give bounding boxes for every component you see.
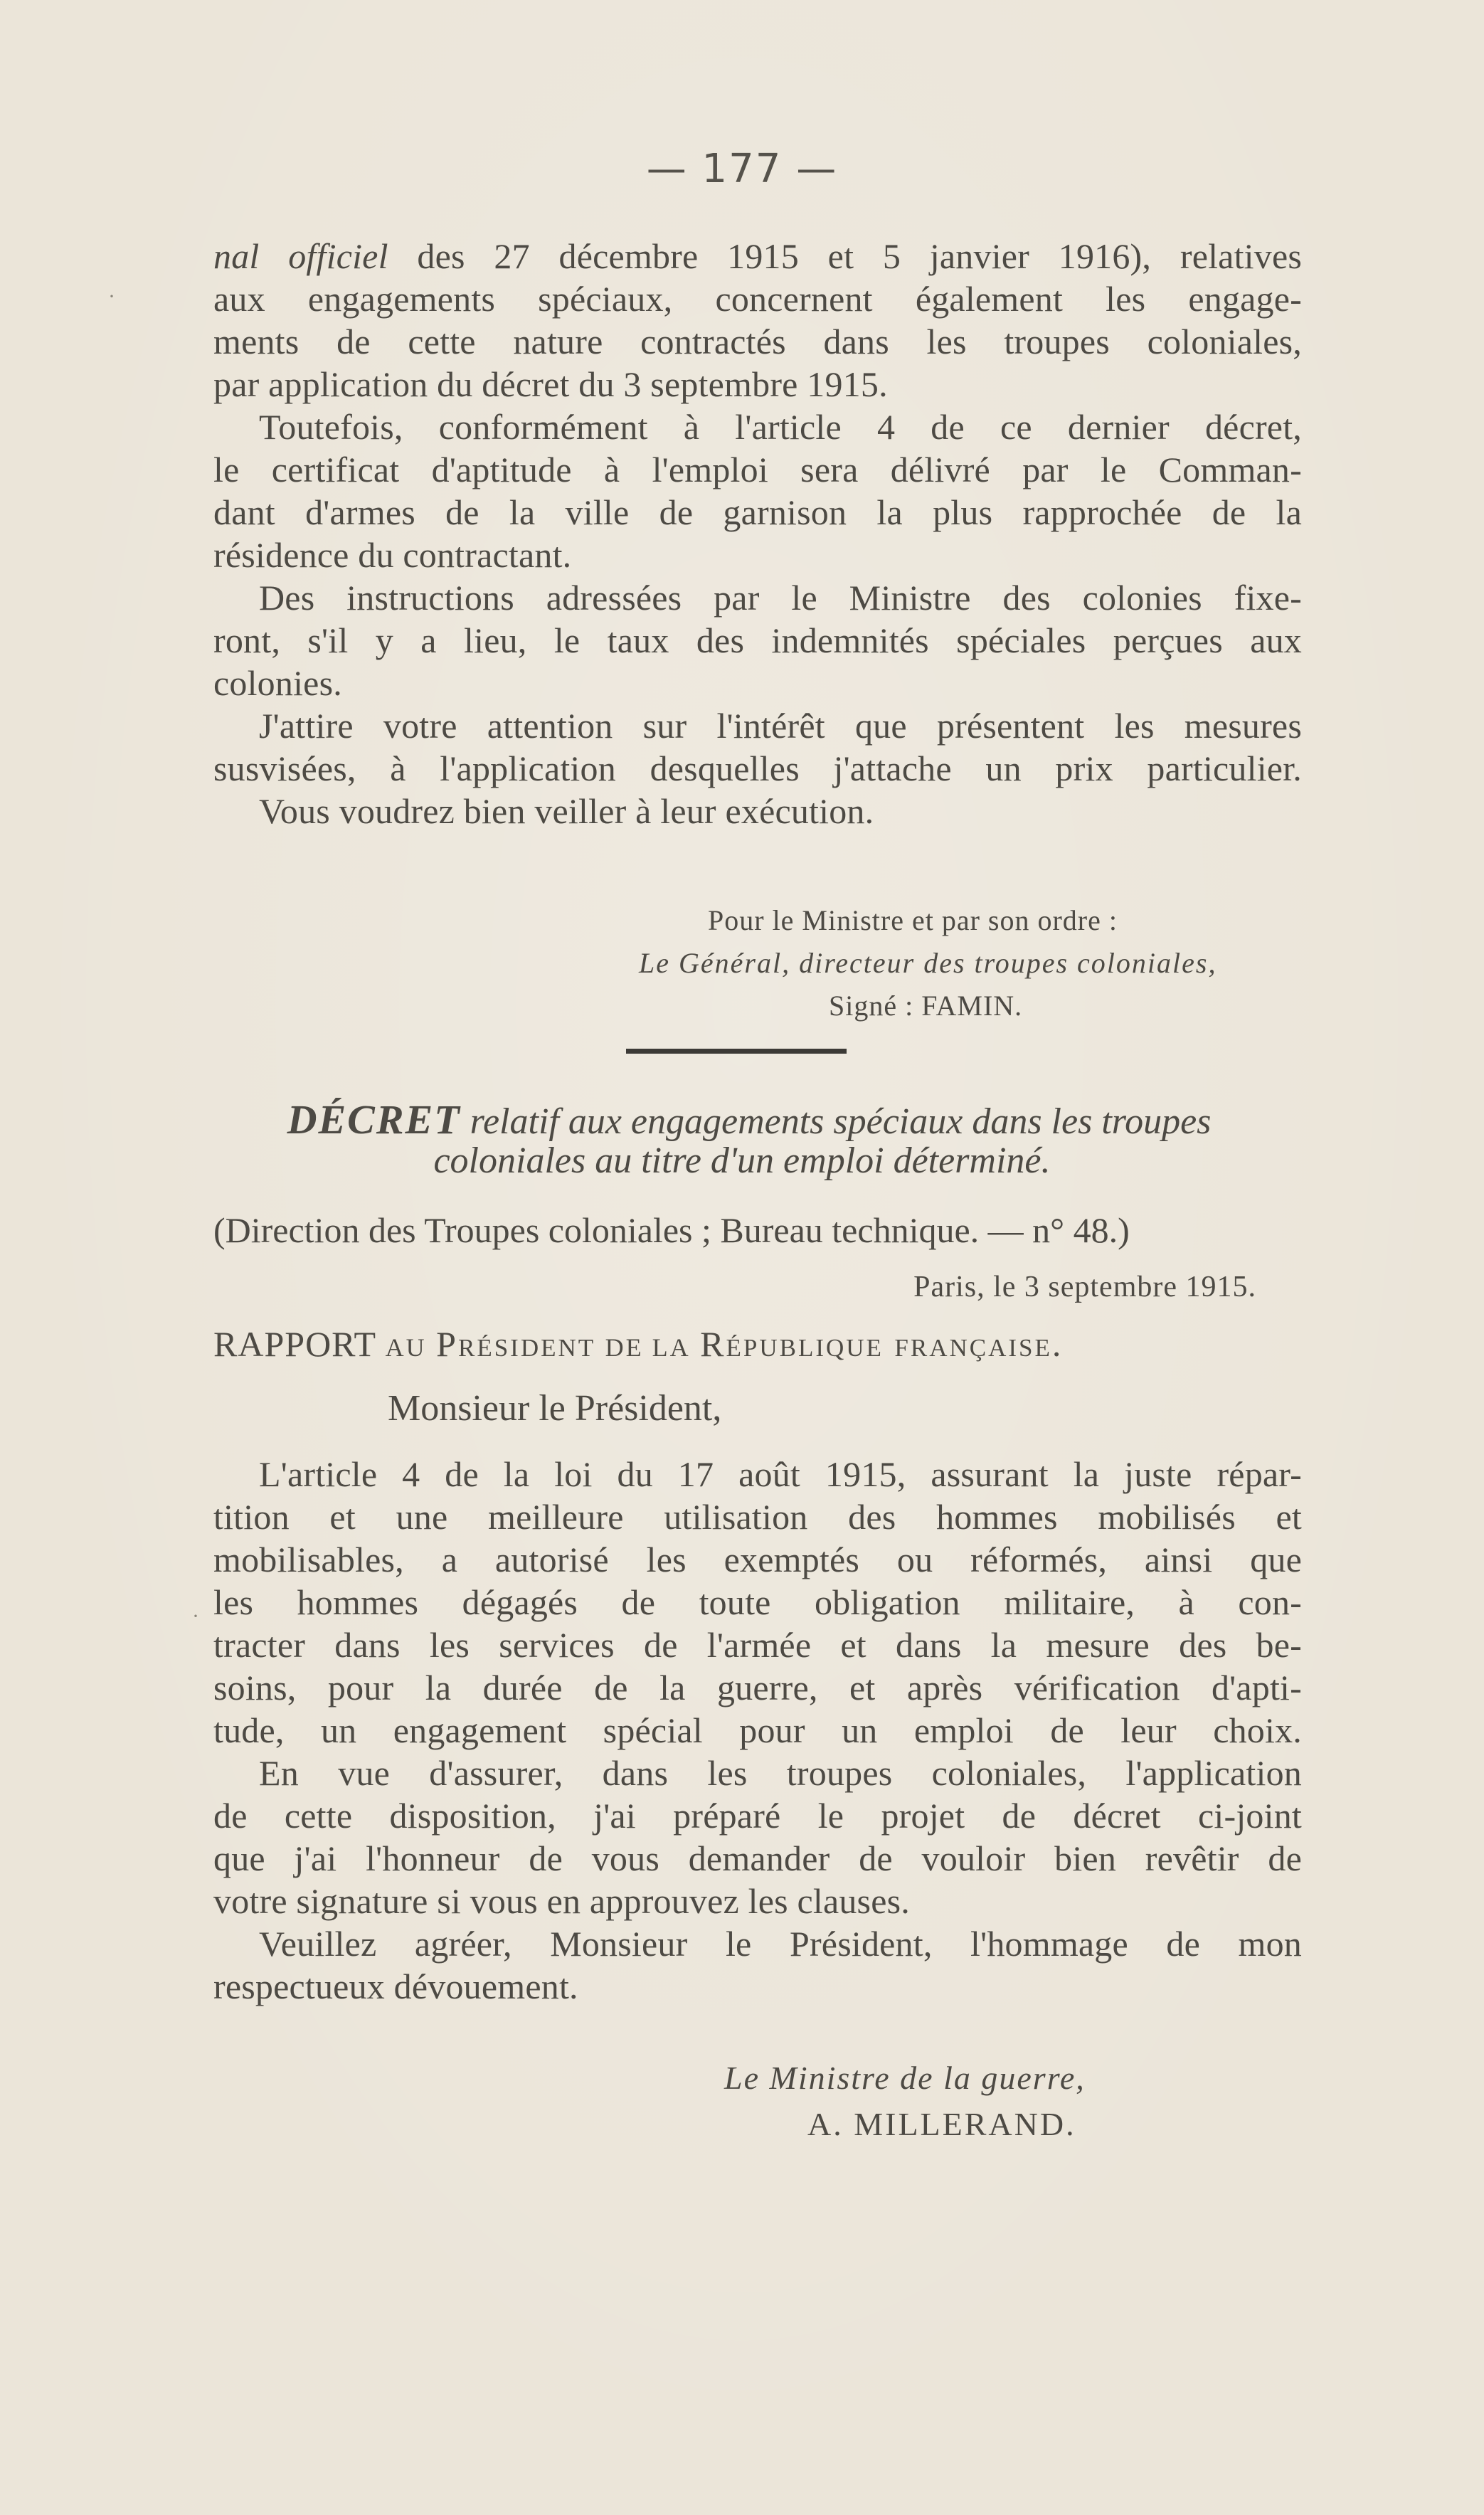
bottom-text-block xyxy=(213,1453,1302,2008)
text-line: tracter dans les services de l'armée et dans la mesure des be- xyxy=(213,1625,1302,1665)
page-number: — 177 — xyxy=(646,146,838,192)
signature-bottom-line2: A. MILLERAND. xyxy=(807,2106,1076,2142)
text-line: dant d'armes de la ville de garnison la plus rapprochée de la xyxy=(213,492,1302,532)
signature-top-line1: Pour le Ministre et par son ordre : xyxy=(708,904,1118,936)
text-line xyxy=(213,235,1302,277)
text-line: Veuillez agréer, Monsieur le Président, l'hommage de mon xyxy=(259,1924,1302,1964)
decree-title-line2: coloniales au titre d'un emploi déterminé. xyxy=(433,1140,1051,1181)
rapport-word: RAPPORT xyxy=(213,1324,376,1364)
rapport-republique: République française. xyxy=(700,1324,1064,1364)
text-line: votre signature si vous en approuvez les clauses. xyxy=(213,1881,910,1921)
decree-direction: (Direction des Troupes coloniales ; Bureau technique. — n° 48.) xyxy=(213,1210,1130,1250)
italic-fragment: nal officiel xyxy=(213,236,388,276)
signature-bottom-line1: Le Ministre de la guerre, xyxy=(724,2060,1086,2096)
line-text: des 27 décembre 1915 et 5 janvier 1916), relatives xyxy=(388,236,1302,276)
rapport-heading xyxy=(213,1323,1063,1365)
decree-title-rest: relatif aux engagements spéciaux dans les troupes xyxy=(460,1101,1212,1142)
text-line: de cette disposition, j'ai préparé le projet de décret ci-joint xyxy=(213,1796,1302,1836)
text-line: soins, pour la durée de la guerre, et après vérification d'apti- xyxy=(213,1668,1302,1707)
text-line: En vue d'assurer, dans les troupes coloniales, l'application xyxy=(259,1753,1302,1793)
text-line: le certificat d'aptitude à l'emploi sera délivré par le Comman- xyxy=(213,450,1302,489)
decree-date: Paris, le 3 septembre 1915. xyxy=(913,1271,1256,1303)
text-line: ront, s'il y a lieu, le taux des indemnités spéciales perçues aux xyxy=(213,620,1302,660)
text-line: aux engagements spéciaux, concernent également les engage- xyxy=(213,279,1302,319)
text-line: résidence du contractant. xyxy=(213,535,572,575)
section-divider xyxy=(626,1049,847,1054)
signature-top-line3 xyxy=(829,988,1022,1024)
text-line: J'attire votre attention sur l'intérêt que présentent les mesures xyxy=(259,706,1302,746)
scan-speck: · xyxy=(108,285,115,308)
text-line: Des instructions adressées par le Ministre des colonies fixe- xyxy=(259,578,1302,618)
text-line: respectueux dévouement. xyxy=(213,1966,578,2006)
signature-name: FAMIN. xyxy=(921,990,1023,1022)
rapport-de-la: DE LA xyxy=(605,1333,691,1362)
text-line: par application du décret du 3 septembre 1915. xyxy=(213,364,888,404)
decree-title-bold: DÉCRET xyxy=(287,1096,461,1143)
top-text-block xyxy=(213,235,1302,832)
text-line: que j'ai l'honneur de vous demander de vouloir bien revêtir de xyxy=(213,1838,1302,1878)
salutation: Monsieur le Président, xyxy=(388,1388,722,1429)
signature-top-line2: Le Général, directeur des troupes coloniales, xyxy=(639,947,1217,979)
text-line: tude, un engagement spécial pour un emploi de leur choix. xyxy=(213,1710,1302,1750)
decree-title xyxy=(0,1096,1484,1143)
text-line: mobilisables, a autorisé les exemptés ou réformés, ainsi que xyxy=(213,1540,1302,1579)
text-line: Toutefois, conformément à l'article 4 de ce dernier décret, xyxy=(259,407,1302,447)
text-line: Vous voudrez bien veiller à leur exécution. xyxy=(259,791,874,831)
text-line: colonies. xyxy=(213,663,342,703)
text-line: susvisées, à l'application desquelles j'attache un prix particulier. xyxy=(213,748,1302,788)
text-line: L'article 4 de la loi du 17 août 1915, assurant la juste répar- xyxy=(259,1454,1302,1494)
text-line: ments de cette nature contractés dans les troupes coloniales, xyxy=(213,322,1302,361)
rapport-president: Président xyxy=(436,1324,596,1364)
signature-label: Signé : xyxy=(829,990,922,1022)
scan-speck: · xyxy=(192,1604,199,1628)
rapport-au: AU xyxy=(385,1333,427,1362)
text-line: tition et une meilleure utilisation des hommes mobilisés et xyxy=(213,1497,1302,1537)
text-line: les hommes dégagés de toute obligation militaire, à con- xyxy=(213,1582,1302,1622)
